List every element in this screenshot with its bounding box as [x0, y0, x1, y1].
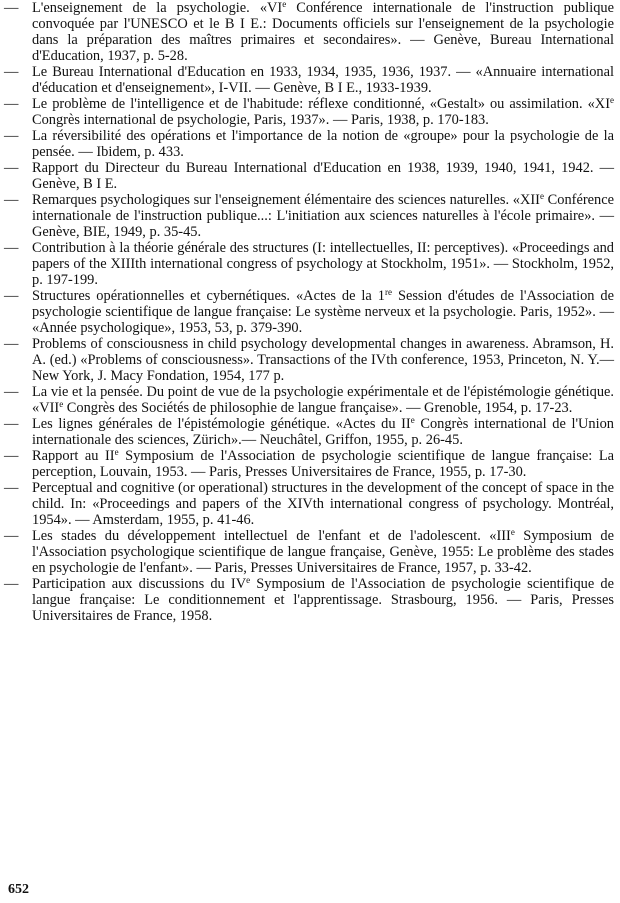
bibliography-entry: [4, 240, 614, 288]
entry-dash: —: [4, 336, 19, 352]
bibliography-entry: [4, 336, 614, 384]
entry-dash: —: [4, 96, 19, 112]
bibliography-entry: [4, 96, 614, 128]
bibliography-entry: [4, 416, 614, 448]
entry-dash: —: [4, 384, 19, 400]
entry-text: Rapport au IIe Symposium de l'Association de psychologie scientifique de langue française: La perception, Louvain, 1953. — Paris, Presses Universitaires de France, 1955, p. 17-30.: [32, 447, 614, 480]
bibliography-entry: [4, 288, 614, 336]
entry-dash: —: [4, 288, 19, 304]
bibliography-entry: [4, 128, 614, 160]
entry-text: Problems of consciousness in child psychology developmental changes in awareness. Abramson, H. A. (ed.) «Problems of consciousness». Transactions of the IVth conference, 1953, Princeton, N. Y.— New York, J. Macy Fondation, 1954, 177 p.: [32, 336, 614, 384]
bibliography-entry: [4, 528, 614, 576]
entry-text: Rapport du Directeur du Bureau International d'Education en 1938, 1939, 1940, 1941, 1942. — Genève, B I E.: [32, 160, 614, 192]
bibliography-entry: [4, 384, 614, 416]
entry-dash: —: [4, 0, 19, 16]
bibliography-entry: [4, 448, 614, 480]
entry-text: Le problème de l'intelligence et de l'habitude: réflexe conditionné, «Gestalt» ou assimilation. «XIe Congrès international de psychologie, Paris, 1937». — Paris, 1938, p. 170-183.: [32, 95, 614, 128]
bibliography-entry: [4, 160, 614, 192]
entry-dash: —: [4, 576, 19, 592]
entry-text: La réversibilité des opérations et l'importance de la notion de «groupe» pour la psychologie de la pensée. — Ibidem, p. 433.: [32, 128, 614, 160]
entry-text: Les lignes générales de l'épistémologie génétique. «Actes du IIe Congrès international de l'Union internationale des sciences, Zürich».— Neuchâtel, Griffon, 1955, p. 26-45.: [32, 415, 615, 448]
entry-dash: —: [4, 416, 19, 432]
bibliography-entry: [4, 64, 614, 96]
entry-dash: —: [4, 160, 19, 176]
entry-dash: —: [4, 192, 19, 208]
entry-text: Contribution à la théorie générale des structures (I: intellectuelles, II: perceptives). «Proceedings and papers of the XIIIth international congress of psychology at Stockholm, 1951». — Stockholm, 1952, p. 197-199.: [32, 240, 614, 288]
entry-text: L'enseignement de la psychologie. «VIe Conférence internationale de l'instruction publique convoquée par l'UNESCO et le B I E.: Documents officiels sur l'enseignement de la psychologie dans la préparation des maîtres primaires et secondaires». — Genève, Bureau International d'Education, 1937, p. 5-28.: [32, 0, 614, 64]
bibliography-entry: [4, 0, 614, 64]
entry-text: La vie et la pensée. Du point de vue de la psychologie expérimentale et de l'épistémologie génétique. «VIIe Congrès des Sociétés de philosophie de langue française». — Grenoble, 1954, p. 17-23.: [32, 384, 614, 416]
entry-text: Remarques psychologiques sur l'enseignement élémentaire des sciences naturelles. «XIIe Conférence internationale de l'instruction publique...: L'initiation aux sciences naturelles à l'école primaire». — Genève, BIE, 1949, p. 35-45.: [32, 191, 614, 240]
entry-dash: —: [4, 528, 19, 544]
entry-text: Participation aux discussions du IVe Symposium de l'Association de psychologie scientifique de langue française: Le conditionnement et l'apprentissage. Strasbourg, 1956. — Paris, Presses Universitaires de France, 1958.: [32, 575, 614, 624]
entry-text: Structures opérationnelles et cybernétiques. «Actes de la 1re Session d'études de l'Association de psychologie scientifique de langue française: Le système nerveux et la psychologie. Paris, 1952». — «Année psychologique», 1953, 53, p. 379-390.: [32, 287, 614, 336]
entry-text: Les stades du développement intellectuel de l'enfant et de l'adolescent. «IIIe Symposium de l'Association psychologique scientifique de langue française, Genève, 1955: Le problème des stades en psychologie de l'enfant». — Paris, Presses Universitaires de France, 1957, p. 33-42.: [32, 527, 614, 576]
bibliography-entry: [4, 576, 614, 624]
bibliography-list: [4, 0, 614, 624]
entry-dash: —: [4, 128, 19, 144]
bibliography-entry: [4, 192, 614, 240]
entry-text: Le Bureau International d'Education en 1933, 1934, 1935, 1936, 1937. — «Annuaire international d'éducation et d'enseignement», I-VII. — Genève, B I E., 1933-1939.: [32, 64, 614, 96]
page-number: 652: [8, 882, 29, 897]
entry-dash: —: [4, 448, 19, 464]
entry-dash: —: [4, 240, 19, 256]
bibliography-entry: [4, 480, 614, 528]
entry-dash: —: [4, 480, 19, 496]
entry-text: Perceptual and cognitive (or operational) structures in the development of the concept of space in the child. In: «Proceedings and papers of the XIVth international congress of psychology. Montréal, 1954». — Amsterdam, 1955, p. 41-46.: [32, 480, 614, 528]
entry-dash: —: [4, 64, 19, 80]
